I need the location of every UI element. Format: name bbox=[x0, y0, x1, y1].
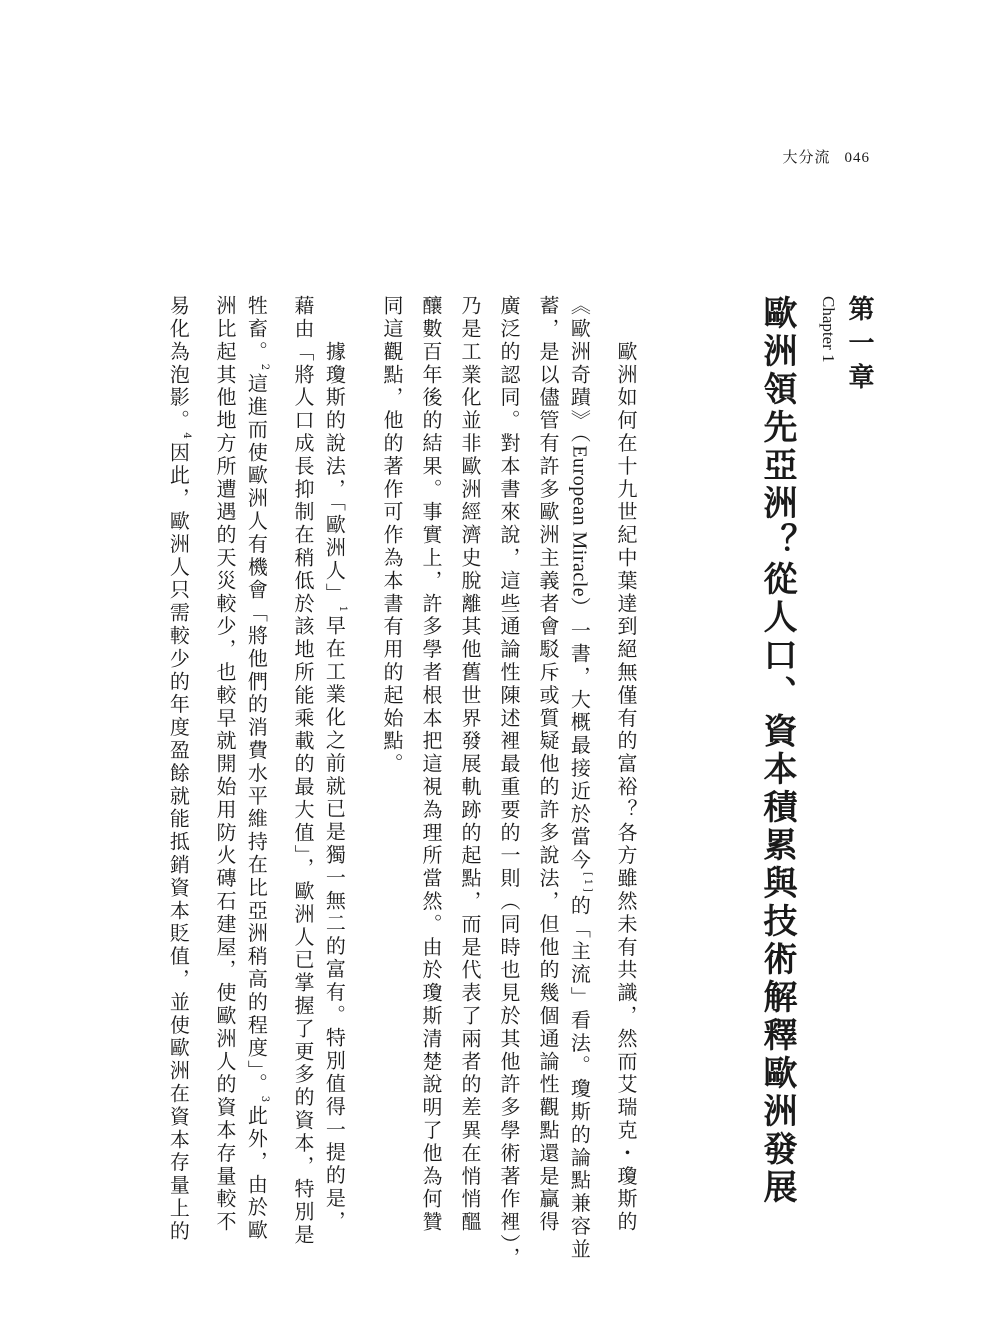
paragraph1-line: 蓄，是以儘管有許多歐洲主義者會駁斥或質疑他的許多說法，但他的幾個通論性觀點還是贏得 bbox=[536, 295, 560, 1234]
book-title: 大分流 bbox=[782, 148, 831, 166]
page-number: 046 bbox=[844, 150, 870, 166]
paragraph2-line: 易化為泡影。$^4$因此，歐洲人只需較少的年度盈餘就能抵銷資本貶值，並使歐洲在資本存量上的 bbox=[166, 295, 192, 1244]
paragraph2-line: 洲比起其他地方所遭遇的天災較少，也較早就開始用防火磚石建屋，使歐洲人的資本存量較不 bbox=[213, 295, 237, 1234]
paragraph2-line: 據瓊斯的說法，「歐洲人」$^1$早在工業化之前就已是獨一無二的富有。特別值得一提的是， bbox=[322, 295, 348, 1234]
paragraph1-line: 《歐洲奇蹟》（European Miracle）一書，大概最接近於當今[1]的「主流」看法。瓊斯的論點兼容並 bbox=[567, 295, 593, 1262]
paragraph1-line: 廣泛的認同。對本書來說，這些通論性陳述裡最重要的一則（同時也見於其他許多學術著作裡）， bbox=[497, 295, 521, 1270]
paragraph2-line: 牲畜。$^2$這進而使歐洲人有機會「將他們的消費水平維持在比亞洲稍高的程度」。$^3$此外，由於歐 bbox=[244, 295, 270, 1243]
paragraph1-line: 釀數百年後的結果。事實上，許多學者根本把這視為理所當然。由於瓊斯清楚說明了他為何贊 bbox=[419, 295, 443, 1234]
chapter-title: 歐洲領先亞洲？從人口、資本積累與技術解釋歐洲發展 bbox=[757, 295, 797, 1207]
paragraph2-line: 藉由「將人口成長抑制在稍低於該地所能乘載的最大值」，歐洲人已掌握了更多的資本，特別是 bbox=[291, 295, 315, 1247]
chapter-english-label: Chapter 1 bbox=[819, 296, 838, 363]
paragraph1-line: 同這觀點，他的著作可作為本書有用的起始點。 bbox=[380, 295, 404, 776]
paragraph1-line: 乃是工業化並非歐洲經濟史脫離其他舊世界發展軌跡的起點，而是代表了兩者的差異在悄悄醞 bbox=[458, 295, 482, 1234]
running-header bbox=[782, 146, 870, 167]
chapter-label: 第一章 bbox=[844, 295, 874, 397]
paragraph1-line: 歐洲如何在十九世紀中葉達到絕無僅有的富裕？各方雖然未有共識，然而艾瑞克・瓊斯的 bbox=[614, 295, 638, 1234]
